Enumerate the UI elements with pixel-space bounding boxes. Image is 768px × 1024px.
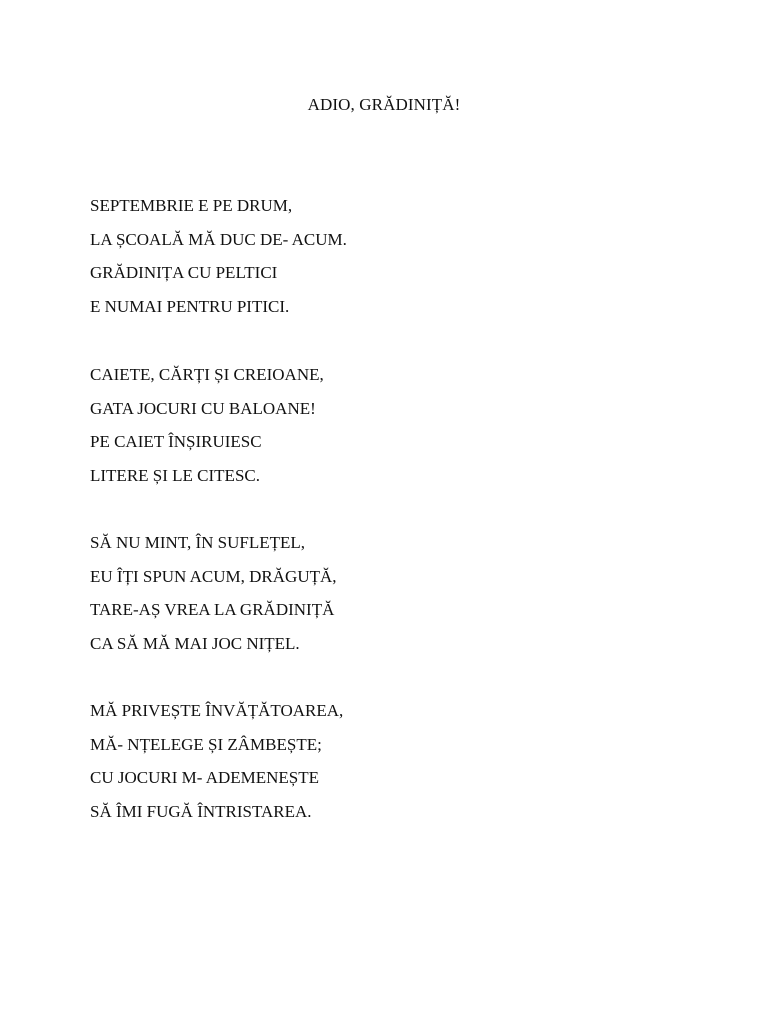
stanza-line: EU ÎȚI SPUN ACUM, DRĂGUȚĂ, [90, 566, 337, 586]
stanza-4 [90, 700, 343, 834]
stanza-line: SĂ ÎMI FUGĂ ÎNTRISTAREA. [90, 801, 312, 821]
stanza-line: CA SĂ MĂ MAI JOC NIȚEL. [90, 633, 300, 653]
stanza-line: MĂ PRIVEȘTE ÎNVĂȚĂTOAREA, [90, 701, 344, 720]
stanza-line: LITERE ȘI LE CITESC. [90, 465, 260, 485]
stanza-line: LA ȘCOALĂ MĂ DUC DE- ACUM. [90, 229, 347, 249]
stanza-line: MĂ- NȚELEGE ȘI ZÂMBEȘTE; [90, 734, 322, 754]
stanza-line: CAIETE, CĂRȚI ȘI CREIOANE, [90, 365, 324, 384]
stanza-line: CU JOCURI M- ADEMENEȘTE [90, 768, 320, 788]
stanza-line: SĂ NU MINT, ÎN SUFLEȚEL, [90, 533, 306, 552]
stanza-line: E NUMAI PENTRU PITICI. [90, 296, 290, 316]
stanza-3 [90, 532, 337, 666]
stanza-line: GATA JOCURI CU BALOANE! [90, 398, 316, 418]
stanza-line: PE CAIET ÎNȘIRUIESC [90, 432, 262, 452]
stanza-line: GRĂDINIȚA CU PELTICI [90, 263, 278, 283]
stanza-1 [90, 195, 347, 329]
stanza-line: TARE-AȘ VREA LA GRĂDINIȚĂ [90, 600, 335, 620]
poem-title: ADIO, GRĂDINIȚĂ! [307, 95, 461, 114]
stanza-line: SEPTEMBRIE E PE DRUM, [90, 196, 293, 215]
stanza-2 [90, 364, 324, 498]
